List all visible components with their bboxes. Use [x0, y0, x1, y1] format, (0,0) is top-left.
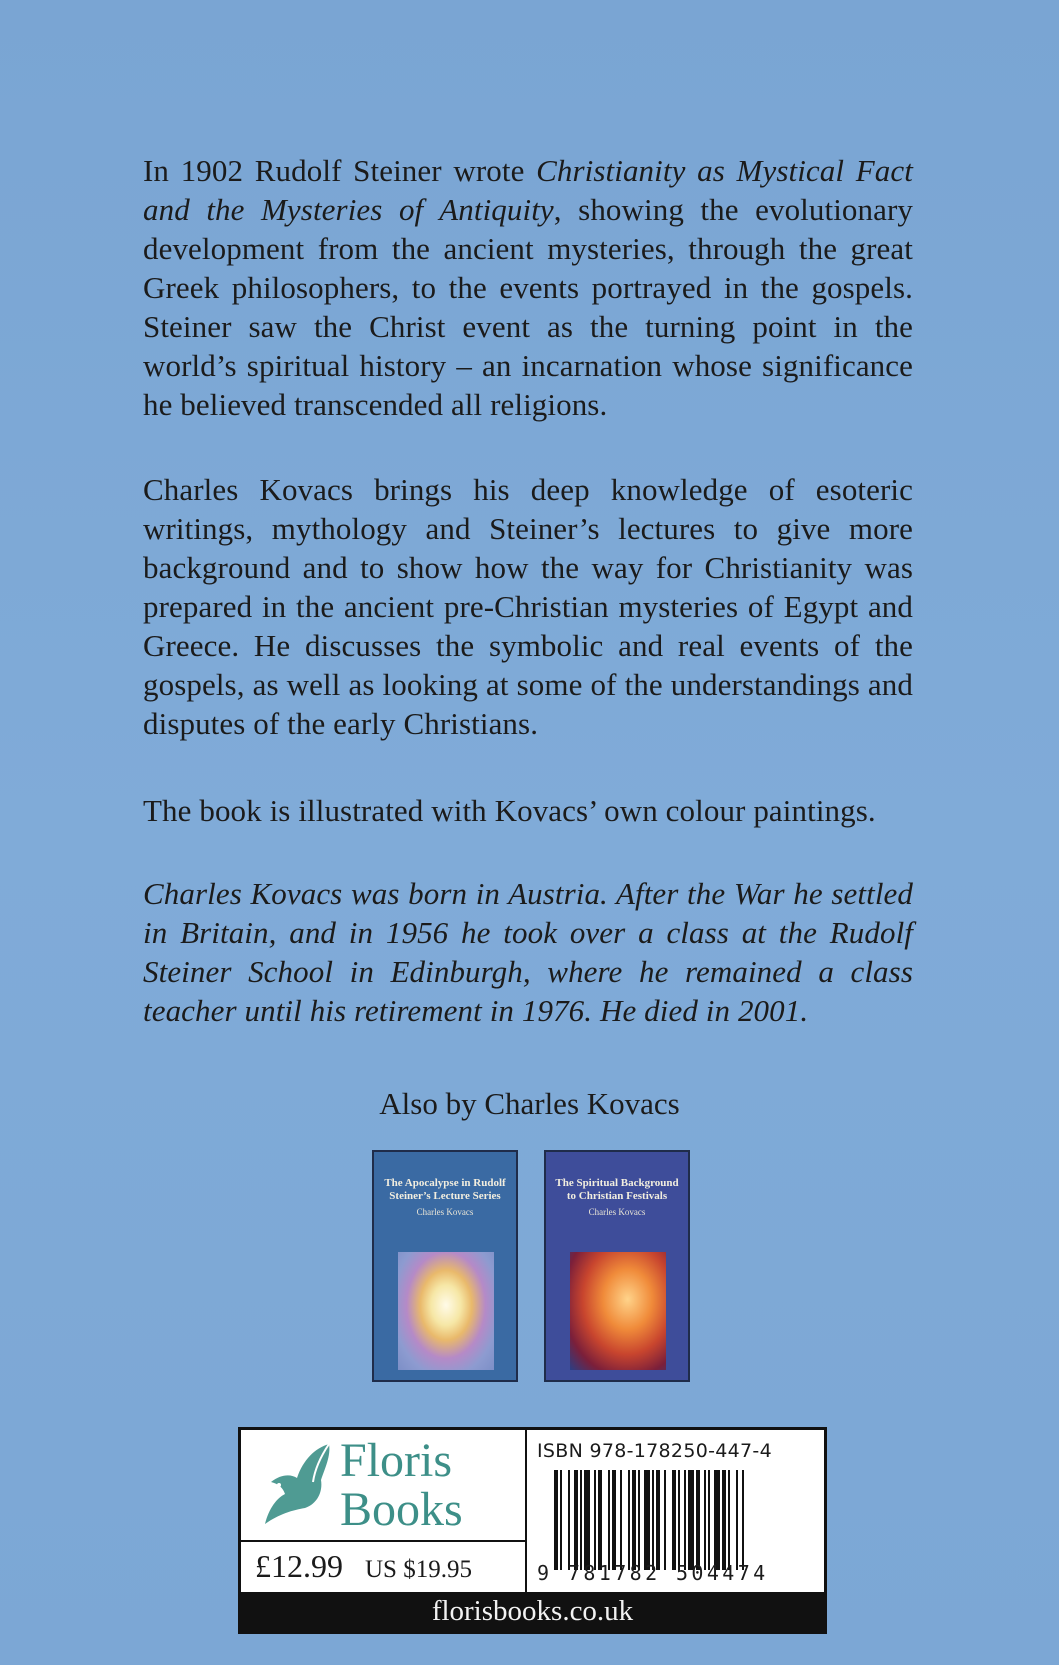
related-book-cover-1 — [372, 1150, 518, 1382]
barcode-bar — [612, 1470, 616, 1570]
description-paragraph-3-text: The book is illustrated with Kovacs’ own colour paintings. — [143, 793, 876, 828]
barcode-bar — [574, 1470, 578, 1570]
related-book-title-1: The Apocalypse in Rudolf Steiner’s Lecture Series — [384, 1177, 506, 1202]
price-us: US $19.95 — [365, 1556, 472, 1583]
related-book-author-2: Charles Kovacs — [588, 1207, 646, 1217]
barcode-bar — [652, 1470, 654, 1570]
barcode-bar — [560, 1470, 562, 1570]
barcode-digits: 9 781782 504474 — [537, 1561, 769, 1585]
barcode-bar — [736, 1470, 738, 1570]
barcode-bar — [672, 1470, 676, 1570]
barcode-bars — [554, 1470, 814, 1570]
price-gbp: £12.99 — [255, 1548, 343, 1584]
related-book-author-1: Charles Kovacs — [416, 1207, 474, 1217]
price-cell — [241, 1540, 527, 1592]
barcode-bar — [628, 1470, 630, 1570]
book-title-italic: Christianity as Mystical Fact and the Mysteries of Antiquity — [143, 153, 913, 227]
barcode-bar — [644, 1470, 650, 1570]
description-paragraph-1 — [143, 151, 913, 424]
barcode-bar — [608, 1470, 610, 1570]
author-bio — [143, 874, 913, 1030]
barcode-bar — [664, 1470, 666, 1570]
barcode-bar — [722, 1470, 726, 1570]
dove-icon — [259, 1438, 339, 1532]
publisher-barcode-box — [238, 1427, 827, 1634]
description-intro: In 1902 Rudolf Steiner wrote — [143, 153, 537, 188]
publisher-name-line-2: Books — [340, 1483, 463, 1536]
barcode-bar — [554, 1470, 558, 1570]
description-paragraph-2 — [143, 470, 913, 743]
publisher-website: florisbooks.co.uk — [241, 1592, 824, 1631]
publisher-name-line-1: Floris — [340, 1434, 453, 1487]
related-book-title-2: The Spiritual Background to Christian Festivals — [555, 1177, 679, 1202]
barcode-bar — [704, 1470, 706, 1570]
related-book-painting-2 — [570, 1252, 666, 1370]
barcode-bar — [708, 1470, 710, 1570]
publisher-name — [340, 1436, 463, 1534]
author-bio-text: Charles Kovacs was born in Austria. After the War he settled in Britain, and in 1956 he took over a class at the Rudolf Steiner School in Edinburgh, where he remained a class teacher until his retirement in 1976. He died in 2001. — [143, 876, 913, 1028]
barcode-bar — [742, 1470, 744, 1570]
barcode-bar — [656, 1470, 660, 1570]
barcode-bar — [580, 1470, 582, 1570]
barcode-bar — [696, 1470, 700, 1570]
barcode-bar — [598, 1470, 602, 1570]
publisher-logo — [241, 1430, 527, 1540]
barcode-bar — [584, 1470, 590, 1570]
barcode-bar — [714, 1470, 720, 1570]
barcode-bar — [684, 1470, 686, 1570]
isbn-label: ISBN 978-178250-447-4 — [537, 1440, 772, 1462]
related-book-painting-1 — [398, 1252, 494, 1370]
isbn-cell — [527, 1430, 824, 1592]
description-body: , showing the evolutionary development from the ancient mysteries, through the great Greek philosophers, to the events portrayed in the gospels. Steiner saw the Christ event as the turning point in the world’s spiritual history – an incarnation whose significance he believed transcended all religions. — [143, 192, 914, 422]
barcode-bar — [638, 1470, 640, 1570]
barcode-bar — [688, 1470, 694, 1570]
barcode-bar — [632, 1470, 636, 1570]
related-book-cover-2 — [544, 1150, 690, 1382]
description-paragraph-2-text: Charles Kovacs brings his deep knowledge of esoteric writings, mythology and Steiner’s lectures to give more background and to show how the way for Christianity was prepared in the ancient pre-Christian mysteries of Egypt and Greece. He discusses the symbolic and real events of the gospels, as well as looking at some of the understandings and disputes of the early Christians. — [143, 472, 913, 741]
barcode-bar — [594, 1470, 596, 1570]
description-paragraph-3 — [143, 791, 913, 830]
barcode-bar — [620, 1470, 622, 1570]
also-by-heading: Also by Charles Kovacs — [379, 1086, 680, 1121]
barcode-bar — [728, 1470, 730, 1570]
barcode-bar — [678, 1470, 680, 1570]
barcode-bar — [568, 1470, 570, 1570]
